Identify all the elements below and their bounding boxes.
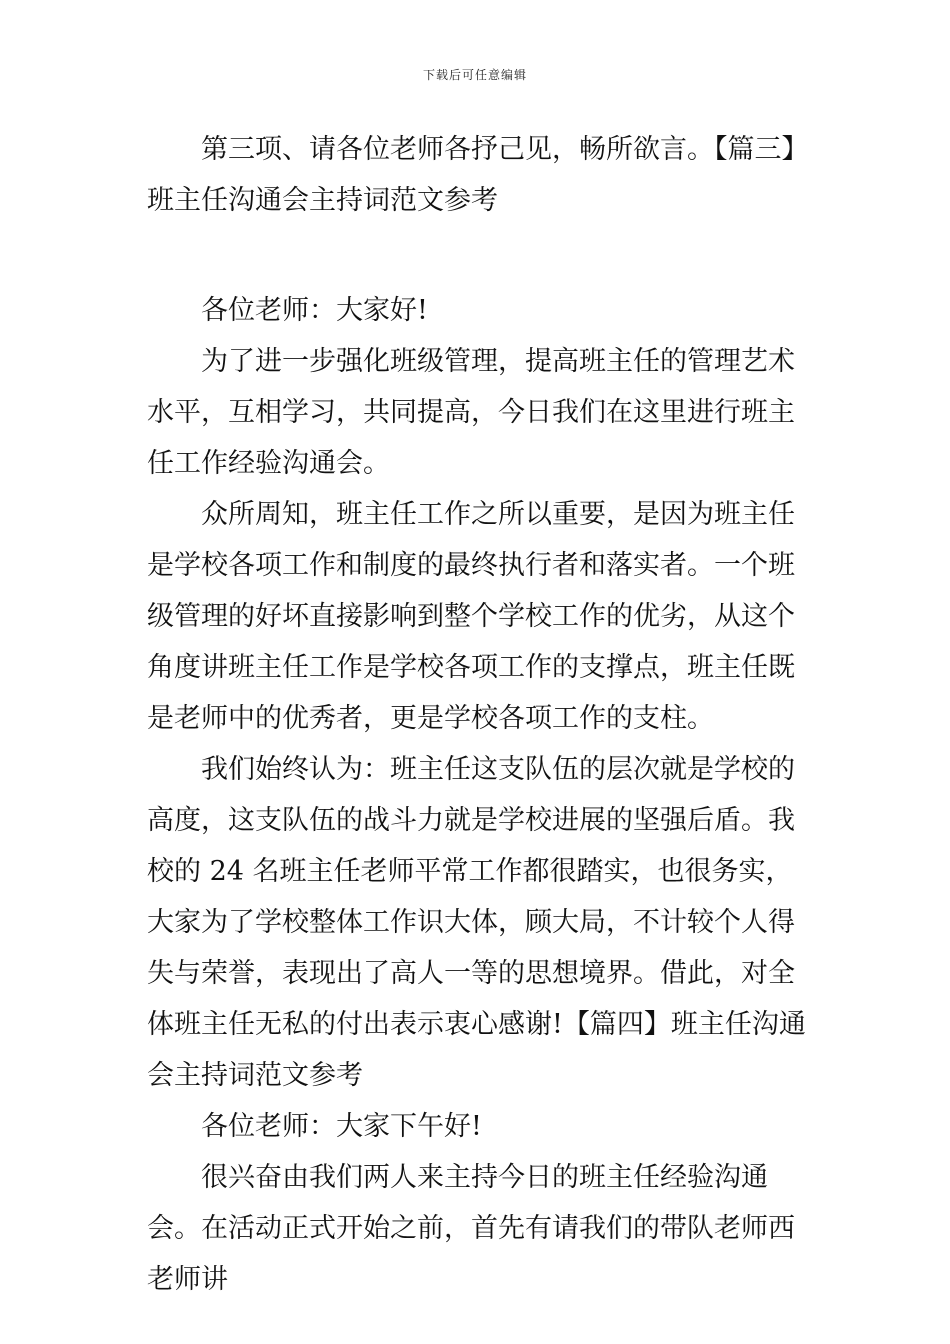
paragraph-item-3-closing: 第三项、请各位老师各抒己见，畅所欲言。【篇三】班主任沟通会主持词范文参考 [147, 134, 809, 216]
greeting-paragraph: 各位老师：大家好! [201, 295, 428, 326]
team-paragraph: 我们始终认为：班主任这支队伍的层次就是学校的高度，这支队伍的战斗力就是学校进展的坚强后盾。我校的 24 名班主任老师平常工作都很踏实，也很务实，大家为了学校整体工作识大体，顾大局，不计较个人得失与荣誉，表现出了高人一等的思想境界。借此，对全体班主任无私的付出表示衷心感谢!【篇四】班主任沟通会主持词范文参考 [147, 754, 806, 1091]
paragraph-spacer [147, 226, 812, 285]
importance-paragraph: 众所周知，班主任工作之所以重要，是因为班主任是学校各项工作和制度的最终执行者和落实者。一个班级管理的好坏直接影响到整个学校工作的优劣，从这个角度讲班主任工作是学校各项工作的支撑点，班主任既是老师中的优秀者，更是学校各项工作的支柱。 [147, 499, 795, 734]
header-note: 下载后可任意编辑 [422, 68, 527, 82]
document-body [147, 124, 812, 1305]
intro-paragraph: 为了进一步强化班级管理，提高班主任的管理艺术水平，互相学习，共同提高，今日我们在这里进行班主任工作经验沟通会。 [147, 346, 795, 479]
host-opening-paragraph: 很兴奋由我们两人来主持今日的班主任经验沟通会。在活动正式开始之前，首先有请我们的带队老师西老师讲 [147, 1162, 795, 1295]
greeting-afternoon-paragraph: 各位老师：大家下午好! [201, 1111, 482, 1142]
